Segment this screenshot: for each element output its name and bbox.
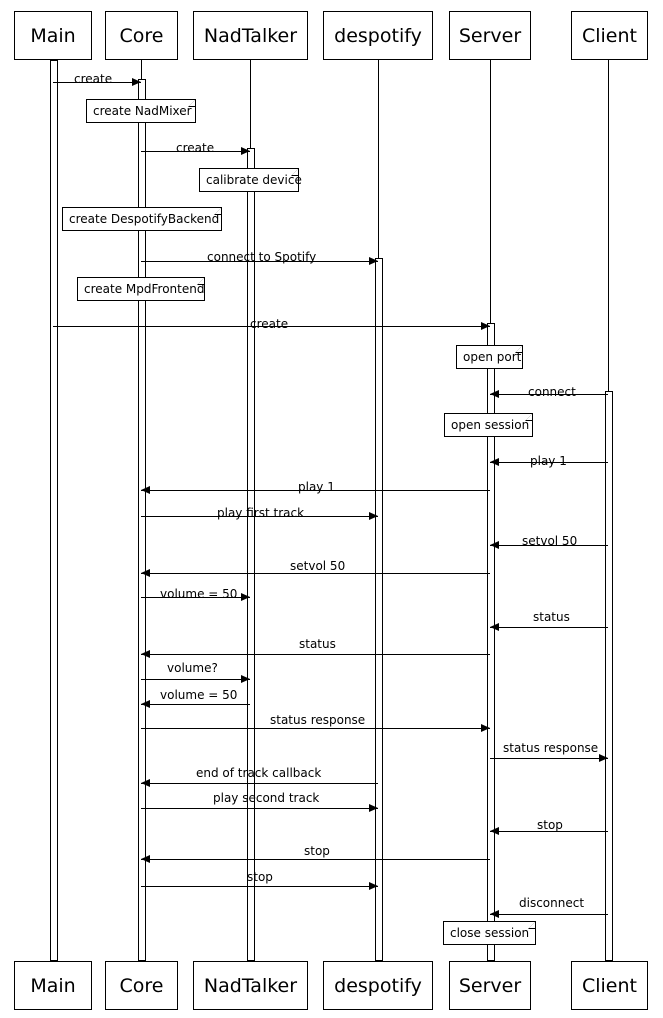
note-label: open port [463, 350, 522, 364]
message-arrowhead [241, 593, 250, 601]
note-box [199, 168, 302, 192]
message-label: stop [537, 818, 563, 832]
participant-label: Client [581, 24, 637, 47]
message-line [490, 758, 608, 759]
participant-label: Client [581, 974, 637, 997]
message-label: setvol 50 [290, 559, 346, 573]
message-line [141, 728, 490, 729]
message-arrowhead [132, 78, 141, 86]
note-fold-inner [292, 169, 298, 175]
participant-footer-nadtalker[interactable] [193, 961, 308, 1010]
message-arrowhead [141, 486, 150, 494]
message-label: play 1 [530, 454, 567, 468]
note-fold-inner [198, 278, 204, 284]
note-fold-inner [526, 414, 532, 420]
message-label: volume = 50 [160, 587, 238, 601]
message-label: disconnect [519, 896, 585, 910]
message-arrowhead [369, 257, 378, 265]
note-box [456, 345, 523, 369]
message-label: volume = 50 [160, 688, 238, 702]
note-box [62, 207, 222, 231]
participant-label: Main [30, 24, 76, 47]
participant-header-server[interactable] [449, 11, 531, 60]
activation-bar-despotify [375, 258, 383, 961]
participant-footer-client[interactable] [571, 961, 648, 1010]
message-label: status response [503, 741, 599, 755]
message-arrowhead [481, 322, 490, 330]
message-arrowhead [599, 754, 608, 762]
message-arrowhead [490, 827, 499, 835]
message-arrowhead [490, 541, 499, 549]
participant-label: Core [119, 974, 164, 997]
message-label: connect to Spotify [207, 250, 317, 264]
note-fold-inner [516, 346, 522, 352]
note-fold-inner [529, 922, 535, 928]
message-line [141, 679, 250, 680]
participant-label: Core [119, 24, 164, 47]
note-box [443, 921, 536, 945]
message-arrowhead [490, 390, 499, 398]
message-arrowhead [490, 910, 499, 918]
participant-label: Server [458, 974, 522, 997]
participant-header-despotify[interactable] [323, 11, 433, 60]
message-line [141, 886, 378, 887]
message-arrowhead [141, 569, 150, 577]
participant-label: NadTalker [203, 24, 298, 47]
message-label: status response [270, 713, 366, 727]
message-label: play second track [213, 791, 320, 805]
participant-label: Main [30, 974, 76, 997]
activation-bar-main [50, 60, 58, 961]
message-label: end of track callback [196, 766, 322, 780]
note-label: create NadMixer [93, 104, 192, 118]
message-label: create [250, 317, 289, 331]
note-label: calibrate device [206, 173, 302, 187]
note-label: open session [451, 418, 530, 432]
participant-footer-despotify[interactable] [323, 961, 433, 1010]
participant-header-nadtalker[interactable] [193, 11, 308, 60]
message-arrowhead [241, 675, 250, 683]
participant-label: Server [458, 24, 522, 47]
message-label: connect [528, 385, 576, 399]
participant-header-client[interactable] [571, 11, 648, 60]
message-arrowhead [369, 804, 378, 812]
participant-footer-core[interactable] [105, 961, 178, 1010]
note-fold-inner [189, 100, 195, 106]
message-arrowhead [141, 700, 150, 708]
note-fold-inner [215, 208, 221, 214]
message-label: volume? [167, 661, 218, 675]
note-label: close session [450, 926, 530, 940]
message-label: create [176, 141, 215, 155]
message-arrowhead [490, 458, 499, 466]
message-label: status [533, 610, 570, 624]
participant-footer-server[interactable] [449, 961, 531, 1010]
participant-header-core[interactable] [105, 11, 178, 60]
message-line [141, 573, 490, 574]
participant-header-main[interactable] [14, 11, 92, 60]
message-arrowhead [369, 882, 378, 890]
message-line [490, 627, 608, 628]
note-label: create MpdFrontend [84, 282, 205, 296]
activation-bar-client [605, 391, 613, 961]
message-line [141, 654, 490, 655]
note-label: create DespotifyBackend [69, 212, 220, 226]
message-arrowhead [241, 147, 250, 155]
message-line [141, 808, 378, 809]
message-label: stop [247, 870, 273, 884]
participant-label: despotify [334, 24, 422, 47]
participant-label: NadTalker [203, 974, 298, 997]
message-label: status [299, 637, 336, 651]
message-line [141, 783, 378, 784]
message-label: play 1 [298, 480, 335, 494]
message-line [141, 859, 490, 860]
message-line [141, 704, 250, 705]
message-label: stop [304, 844, 330, 858]
note-box [77, 277, 205, 301]
message-arrowhead [369, 512, 378, 520]
message-arrowhead [141, 779, 150, 787]
note-box [86, 99, 196, 123]
note-box [444, 413, 533, 437]
message-arrowhead [141, 650, 150, 658]
participant-label: despotify [334, 974, 422, 997]
message-label: play first track [217, 506, 305, 520]
participant-footer-main[interactable] [14, 961, 92, 1010]
message-label: setvol 50 [522, 534, 578, 548]
message-arrowhead [481, 724, 490, 732]
message-arrowhead [490, 623, 499, 631]
message-arrowhead [141, 855, 150, 863]
activation-bar-nadtalker [247, 148, 255, 961]
message-line [490, 914, 608, 915]
message-label: create [74, 72, 113, 86]
